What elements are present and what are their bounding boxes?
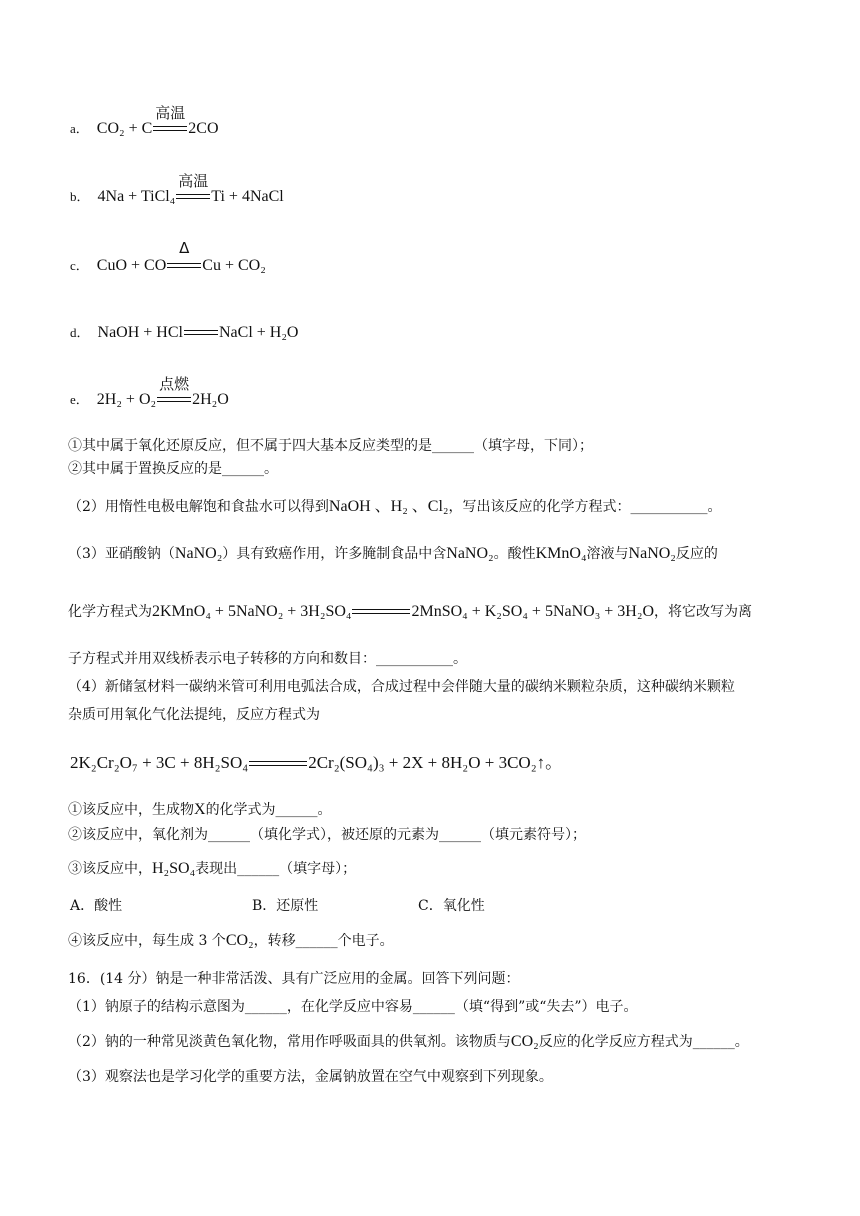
equation-e [70, 375, 229, 409]
q3-line-2: 化学方程式为2KMnO₄ + 5NaNO₂ + 3H₂SO₄ 2MnSO₄ + K₂SO₄ + 5NaNO₃ + 3H₂O，将它改写为离 [68, 603, 752, 620]
q4-part-iv: ④该反应中，每生成 3 个CO₂，转移______个电子。 [68, 932, 394, 949]
condition-equals [157, 375, 191, 405]
q4-option-a: A．酸性 [70, 898, 123, 914]
q16-part-2: （2）钠的一种常见淡黄色氧化物，常用作呼吸面具的供氧剂。该物质与CO₂反应的化学反应方程式为______。 [68, 1033, 749, 1050]
equation-lhs: NaOH + HCl [97, 324, 183, 341]
equation-label: a． [70, 121, 89, 136]
equation-d [70, 322, 298, 342]
equation-label: b． [70, 189, 90, 204]
equation-lhs: CO₂ + C [96, 120, 153, 137]
q4-part-i: ①该反应中，生成物X的化学式为______。 [68, 801, 332, 818]
equation-label: e． [70, 392, 89, 407]
equation-rhs: NaCl + H₂O [218, 324, 299, 341]
q4-equation: 2K₂Cr₂O₇ + 3C + 8H₂SO₄ 2Cr₂(SO₄)₃ + 2X + 8H₂O + 3CO₂↑。 [70, 753, 563, 772]
q4-line-1: （4）新储氢材料一碳纳米管可利用电弧法合成，合成过程中会伴随大量的碳纳米颗粒杂质，这种碳纳米颗粒 [68, 679, 735, 695]
q4-line-2: 杂质可用氧化气化法提纯，反应方程式为 [68, 707, 320, 723]
equation-lhs: 4Na + TiCl₄ [97, 188, 176, 205]
equation-a [70, 104, 219, 138]
q3-line-1: （3）亚硝酸钠（NaNO₂）具有致癌作用，许多腌制食品中含NaNO₂。酸性KMnO₄溶液与NaNO₂反应的 [68, 545, 718, 562]
condition-equals [249, 759, 307, 769]
equation-b [70, 172, 284, 206]
equation-rhs: Cu + CO₂ [202, 257, 266, 274]
condition-equals [184, 328, 218, 338]
equation-lhs: 2H₂ + O₂ [96, 391, 157, 408]
condition-equals [352, 607, 410, 617]
q2-products: NaOH 、H₂ 、Cl₂ [328, 498, 449, 515]
condition-text: 高温 [155, 104, 186, 123]
condition-text: 点燃 [159, 375, 190, 394]
equation-rhs: Ti + 4NaCl [211, 188, 284, 205]
q4-option-b: B．还原性 [252, 898, 319, 914]
condition-equals [176, 172, 210, 202]
equation-lhs: CuO + CO [96, 257, 167, 274]
q16-part-1: （1）钠原子的结构示意图为______，在化学反应中容易______（填“得到”或“失去”）电子。 [68, 999, 638, 1015]
q4-part-iii: ③该反应中，H₂SO₄表现出______（填字母）； [68, 860, 357, 877]
q3-line-3: 子方程式并用双线桥表示电子转移的方向和数目：___________。 [68, 651, 467, 667]
q4-option-c: C．氧化性 [418, 898, 485, 914]
condition-equals [153, 104, 187, 134]
equation-rhs: 2CO [188, 120, 219, 137]
q4-part-ii: ②该反应中，氧化剂为______（填化学式），被还原的元素为______（填元素符号）； [68, 827, 586, 843]
equation-label: d． [70, 325, 90, 340]
equation-rhs: 2H₂O [192, 391, 229, 408]
condition-text: Δ [179, 239, 190, 258]
equation-c [70, 239, 266, 275]
q1-part-i: ①其中属于氧化还原反应，但不属于四大基本反应类型的是______（填字母，下同）； [68, 438, 593, 454]
condition-text: 高温 [178, 172, 209, 191]
q16-part-3: （3）观察法也是学习化学的重要方法，金属钠放置在空气中观察到下列现象。 [68, 1069, 553, 1085]
q16-title: 16．(14 分）钠是一种非常活泼、具有广泛应用的金属。回答下列问题： [68, 971, 520, 987]
q2-line: （2）用惰性电极电解饱和食盐水可以得到NaOH 、H₂ 、Cl₂，写出该反应的化学方程式：___________。 [68, 498, 722, 515]
condition-equals [167, 239, 201, 271]
equation-label: c． [70, 258, 89, 273]
q1-part-ii: ②其中属于置换反应的是______。 [68, 461, 278, 477]
q3-equation-lhs: 2KMnO₄ + 5NaNO₂ + 3H₂SO₄ [152, 603, 352, 620]
q3-equation-rhs: 2MnSO₄ + K₂SO₄ + 5NaNO₃ + 3H₂O [411, 603, 654, 620]
